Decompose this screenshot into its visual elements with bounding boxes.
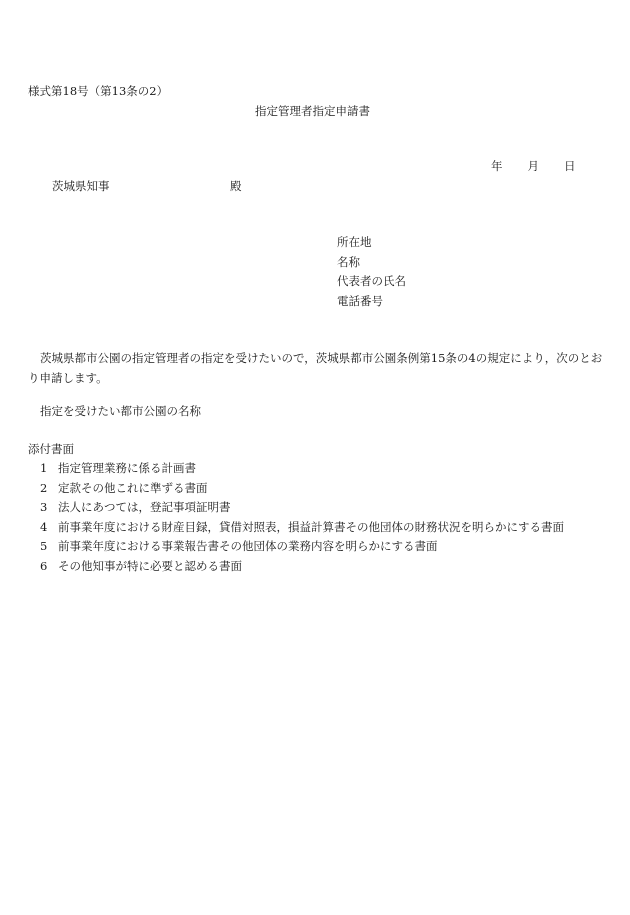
attachment-number: 6 — [40, 558, 48, 573]
applicant-name-label: 名称 — [337, 254, 360, 269]
attachments-list — [40, 463, 564, 580]
document-title: 指定管理者指定申請書 — [255, 104, 370, 118]
form-number: 様式第18号（第13条の2） — [28, 84, 169, 98]
attachment-text: 定款その他これに準ずる書面 — [58, 480, 208, 495]
attachment-item — [40, 502, 564, 522]
attachment-number: 5 — [40, 539, 48, 553]
year-label: 年 — [491, 159, 503, 173]
phone-number-label: 電話番号 — [337, 293, 383, 308]
attachment-text: 指定管理業務に係る計画書 — [58, 461, 196, 475]
addressee-name: 茨城県知事 — [52, 179, 110, 193]
applicant-address-label: 所在地 — [337, 235, 372, 249]
attachment-text: 前事業年度における財産目録，貸借対照表，損益計算書その他団体の財務状況を明らかにする書面 — [58, 519, 564, 534]
date-line — [491, 161, 576, 173]
attachment-item — [40, 463, 564, 483]
attachments-heading: 添付書面 — [28, 442, 74, 456]
attachment-item — [40, 541, 564, 561]
attachment-text: その他知事が特に必要と認める書面 — [58, 558, 242, 573]
attachment-text: 前事業年度における事業報告書その他団体の業務内容を明らかにする書面 — [58, 539, 438, 553]
attachment-number: 2 — [40, 480, 48, 495]
attachment-item — [40, 558, 564, 581]
day-label: 日 — [564, 159, 576, 173]
month-label: 月 — [527, 159, 539, 173]
attachment-number: 3 — [40, 500, 48, 514]
attachment-number: 1 — [40, 461, 48, 475]
applicant-info — [337, 237, 406, 315]
attachment-number: 4 — [40, 519, 48, 534]
park-name-label: 指定を受けたい都市公園の名称 — [40, 404, 201, 418]
attachment-text: 法人にあつては，登記事項証明書 — [58, 500, 231, 514]
addressee-honorific: 殿 — [230, 179, 242, 193]
representative-name-label: 代表者の氏名 — [337, 274, 406, 288]
application-statement: 茨城県都市公園の指定管理者の指定を受けたいので，茨城県都市公園条例第15条の4の規定により，次のとおり申請します。 — [28, 351, 603, 385]
